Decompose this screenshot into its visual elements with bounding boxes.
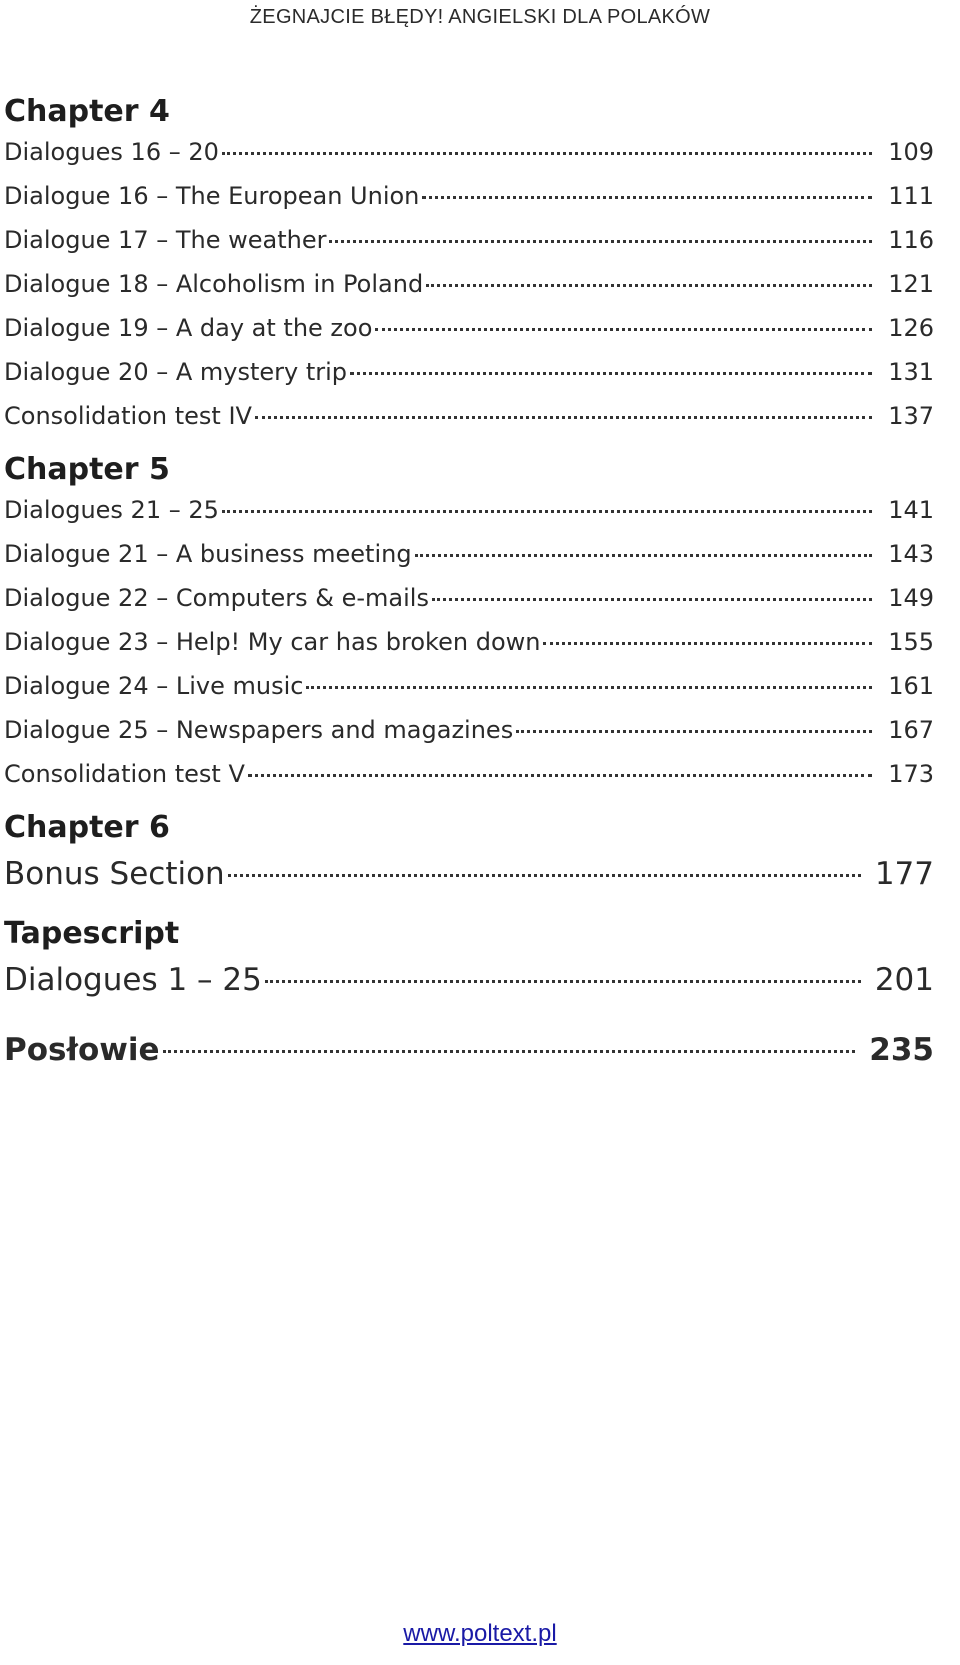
dot-leader: [163, 1049, 856, 1053]
dot-leader: [222, 509, 872, 513]
toc-entry[interactable]: [4, 846, 934, 902]
toc-entry-page: 201: [874, 962, 934, 998]
toc-entry-page: 111: [888, 182, 934, 210]
toc-entry-title: Dialogue 17 – The weather: [4, 226, 327, 254]
toc-entry-page: 126: [888, 314, 934, 342]
toc-entry-title: Consolidation test IV: [4, 402, 252, 430]
dot-leader: [222, 151, 872, 155]
toc-entry-page: 109: [888, 138, 934, 166]
toc-entry[interactable]: [4, 664, 934, 708]
toc-entry-page: 167: [888, 716, 934, 744]
toc-entry[interactable]: [4, 752, 934, 796]
toc-entry-title: Dialogue 16 – The European Union: [4, 182, 420, 210]
toc-entry[interactable]: [4, 488, 934, 532]
toc-entry-page: 235: [869, 1032, 934, 1068]
toc-entry-title: Dialogue 21 – A business meeting: [4, 540, 412, 568]
dot-leader: [248, 773, 872, 777]
toc-entry-page: 161: [888, 672, 934, 700]
dot-leader: [516, 729, 872, 733]
dot-leader: [228, 873, 861, 877]
toc-entry-title: Dialogue 19 – A day at the zoo: [4, 314, 373, 342]
toc-entry[interactable]: [4, 262, 934, 306]
toc-entry-page: 141: [888, 496, 934, 524]
toc-entry-title: Dialogue 24 – Live music: [4, 672, 304, 700]
toc-entry-title: Posłowie: [4, 1032, 160, 1068]
toc-entry-title: Dialogues 21 – 25: [4, 496, 219, 524]
dot-leader: [543, 641, 872, 645]
table-of-contents: [4, 94, 934, 1092]
toc-entry-title: Dialogues 1 – 25: [4, 962, 262, 998]
toc-entry[interactable]: [4, 576, 934, 620]
toc-entry-title: Consolidation test V: [4, 760, 245, 788]
chapter-heading: Chapter 4: [4, 94, 170, 129]
chapter-6-section: [4, 810, 934, 902]
toc-entry[interactable]: [4, 952, 934, 1008]
toc-entry[interactable]: [4, 306, 934, 350]
toc-entry[interactable]: [4, 350, 934, 394]
toc-entry-page: 155: [888, 628, 934, 656]
chapter-heading: Tapescript: [4, 916, 180, 951]
toc-entry-title: Dialogues 16 – 20: [4, 138, 219, 166]
tapescript-section: [4, 916, 934, 1008]
poslowie-section: [4, 1022, 934, 1078]
toc-entry-title: Dialogue 25 – Newspapers and magazines: [4, 716, 514, 744]
toc-entry-page: 131: [888, 358, 934, 386]
chapter-4-section: [4, 94, 934, 438]
dot-leader: [422, 195, 872, 199]
toc-entry-page: 121: [888, 270, 934, 298]
toc-entry-page: 177: [874, 856, 934, 892]
toc-entry-page: 116: [888, 226, 934, 254]
dot-leader: [350, 371, 872, 375]
toc-entry-title: Dialogue 20 – A mystery trip: [4, 358, 348, 386]
dot-leader: [306, 685, 872, 689]
chapter-5-section: [4, 452, 934, 796]
toc-entry-title: Bonus Section: [4, 856, 225, 892]
toc-entry[interactable]: [4, 708, 934, 752]
toc-entry[interactable]: [4, 218, 934, 262]
chapter-heading: Chapter 6: [4, 810, 170, 845]
toc-entry[interactable]: [4, 130, 934, 174]
toc-entry-title: Dialogue 22 – Computers & e-mails: [4, 584, 429, 612]
footer: [0, 1620, 960, 1648]
toc-entry[interactable]: [4, 394, 934, 438]
website-link[interactable]: www.poltext.pl: [403, 1620, 557, 1647]
toc-entry-poslowie[interactable]: [4, 1022, 934, 1078]
toc-entry[interactable]: [4, 532, 934, 576]
dot-leader: [329, 239, 872, 243]
dot-leader: [415, 553, 872, 557]
toc-entry-title: Dialogue 23 – Help! My car has broken down: [4, 628, 541, 656]
toc-entry[interactable]: [4, 620, 934, 664]
toc-entry-page: 137: [888, 402, 934, 430]
dot-leader: [426, 283, 872, 287]
dot-leader: [375, 327, 872, 331]
running-header: ŻEGNAJCIE BŁĘDY! ANGIELSKI DLA POLAKÓW: [249, 6, 711, 28]
chapter-heading: Chapter 5: [4, 452, 170, 487]
toc-entry-page: 149: [888, 584, 934, 612]
dot-leader: [432, 597, 872, 601]
dot-leader: [255, 415, 872, 419]
toc-entry-title: Dialogue 18 – Alcoholism in Poland: [4, 270, 424, 298]
dot-leader: [265, 979, 861, 983]
toc-entry-page: 173: [888, 760, 934, 788]
toc-entry[interactable]: [4, 174, 934, 218]
toc-entry-page: 143: [888, 540, 934, 568]
